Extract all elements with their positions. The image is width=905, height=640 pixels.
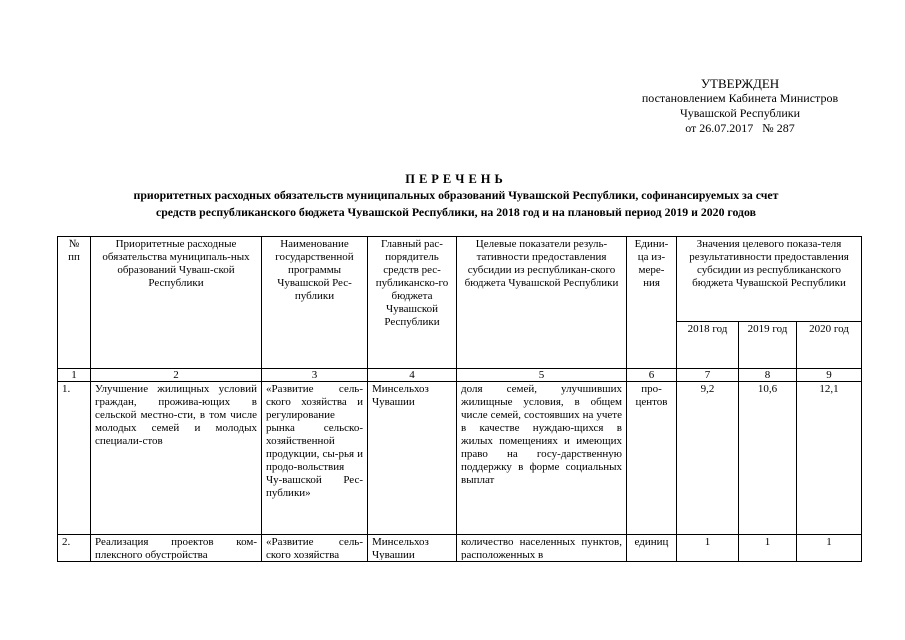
col-number: 8	[739, 369, 797, 382]
row-num: 1.	[58, 382, 91, 535]
row-program	[262, 535, 368, 562]
approval-heading: УТВЕРЖДЕН	[700, 76, 780, 91]
title-line-3: средств республиканского бюджета Чувашской Республики, на 2018 год и на плановый период 2019 и 2020 годов	[155, 205, 756, 219]
header-year-2018: 2018 год	[677, 322, 739, 369]
row-value-2019: 1	[739, 535, 797, 562]
col-number: 4	[368, 369, 457, 382]
row-administrator-text: Минсельхоз Чувашии	[372, 536, 429, 560]
col-number: 9	[797, 369, 862, 382]
column-numbers-row	[58, 369, 862, 382]
row-value-2019: 10,6	[739, 382, 797, 535]
header-year-2019: 2019 год	[739, 322, 797, 369]
header-year-2020: 2020 год	[797, 322, 862, 369]
approval-line-1: постановлением Кабинета Министров	[641, 91, 839, 105]
header-unit: Едини-ца из-мере-ния	[627, 237, 677, 369]
col-number: 6	[627, 369, 677, 382]
approval-line-3: от 26.07.2017 № 287	[685, 121, 795, 135]
approval-line-2: Чувашской Республики	[679, 106, 801, 120]
row-program-text: «Развитие сель-ского хозяйства	[266, 536, 363, 560]
header-administrator: Главный рас-порядитель средств рес-публиканско-го бюджета Чувашской Республики	[368, 237, 457, 369]
title-line-1: ПЕРЕЧЕНЬ	[405, 172, 507, 186]
obligations-table	[57, 236, 862, 562]
row-value-2018: 9,2	[677, 382, 739, 535]
header-program: Наименование государственной программы Чувашской Рес-публики	[262, 237, 368, 369]
header-row	[58, 237, 862, 322]
row-value-2018: 1	[677, 535, 739, 562]
header-num: № пп	[58, 237, 91, 369]
row-indicator: доля семей, улучшивших жилищные условия, в общем числе семей, состоявших на учете в качестве нуждаю-щихся в жилых помещениях и имеющих право на госу-дарственную поддержку в форме социальных выплат	[457, 382, 627, 535]
col-number: 3	[262, 369, 368, 382]
row-indicator-text: количество населенных пунктов, расположенных в	[461, 536, 622, 560]
col-number: 1	[58, 369, 91, 382]
row-unit: единиц	[627, 535, 677, 562]
row-value-2020: 12,1	[797, 382, 862, 535]
table-row	[58, 382, 862, 535]
row-obligation: Улучшение жилищных условий граждан, прожива-ющих в сельской местно-сти, в том числе молодых семей и молодых специали-стов	[91, 382, 262, 535]
approval-stamp	[600, 76, 880, 136]
row-obligation	[91, 535, 262, 562]
row-value-2020: 1	[797, 535, 862, 562]
row-obligation-text: Реализация проектов ком-плексного обустройства	[95, 536, 257, 560]
col-number: 2	[91, 369, 262, 382]
header-values: Значения целевого показа-теля результативности предоставления субсидии из республиканского бюджета Чувашской Республики	[677, 237, 862, 322]
row-administrator: Минсельхоз Чувашии	[368, 382, 457, 535]
row-unit: про-центов	[627, 382, 677, 535]
col-number: 5	[457, 369, 627, 382]
table-row	[58, 535, 862, 562]
row-program: «Развитие сель-ского хозяйства и регулирование рынка сельско-хозяйственной продукции, сы-рья и продо-вольствия Чу-вашской Рес-публики»	[262, 382, 368, 535]
row-indicator	[457, 535, 627, 562]
header-indicators: Целевые показатели резуль-тативности предоставления субсидии из республикан-ского бюджета Чувашской Республики	[457, 237, 627, 369]
row-administrator	[368, 535, 457, 562]
row-num: 2.	[58, 535, 91, 562]
col-number: 7	[677, 369, 739, 382]
header-obligation: Приоритетные расходные обязательства муниципаль-ных образований Чуваш-ской Республики	[91, 237, 262, 369]
title-line-2: приоритетных расходных обязательств муниципальных образований Чувашской Республики, софинансируемых за счет	[133, 188, 779, 202]
document-title	[40, 171, 872, 221]
